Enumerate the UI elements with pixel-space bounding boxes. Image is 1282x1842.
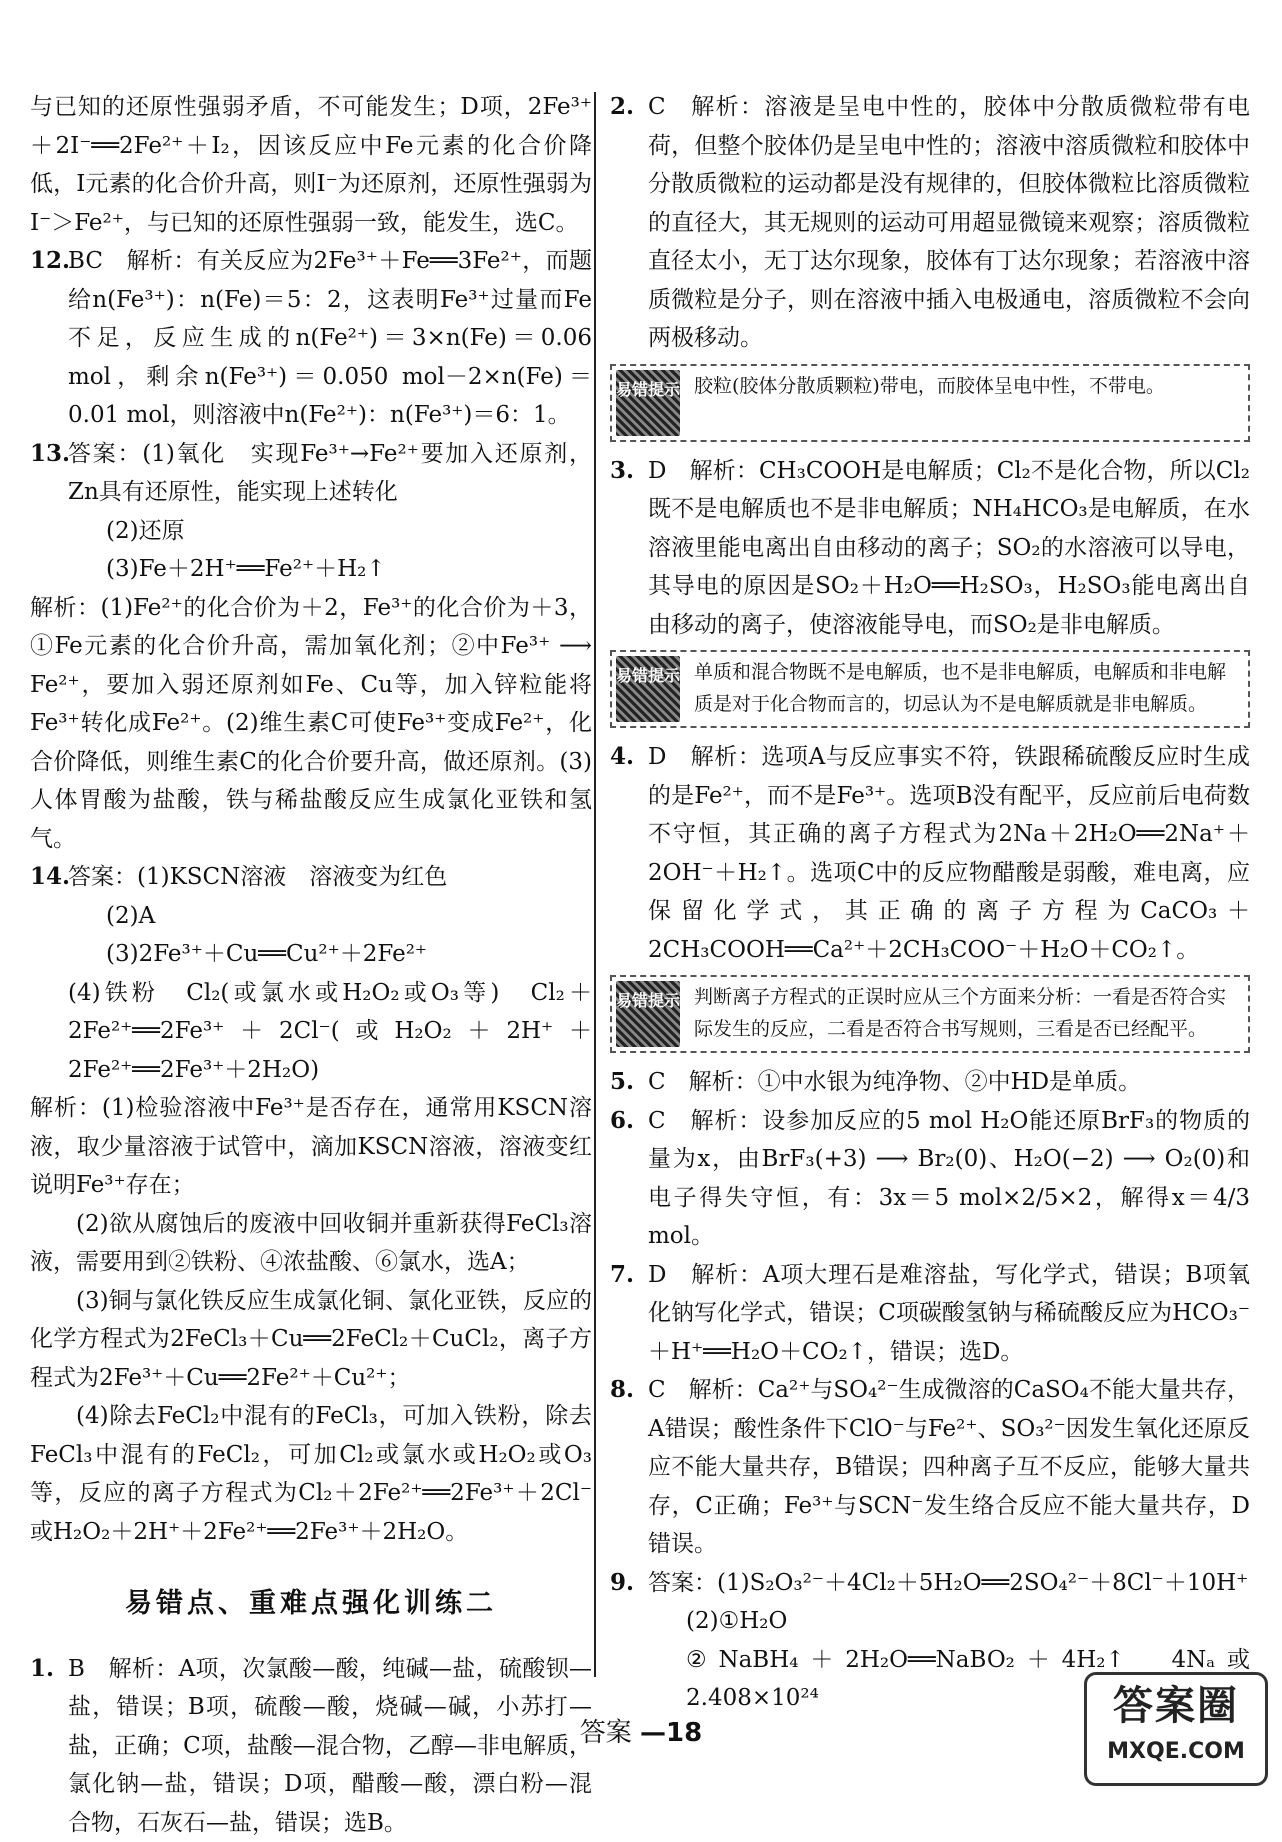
answer-line: (2)A [68,897,592,936]
explanation-14: (3)铜与氯化铁反应生成氯化铜、氯化亚铁，反应的化学方程式为2FeCl₃＋Cu══2FeCl₂＋CuCl₂，离子方程式为2Fe³⁺＋Cu══2Fe²⁺＋Cu²⁺； [30,1282,592,1398]
tip-box [610,650,1250,728]
item-number: 12. [30,242,70,281]
answer-text: B 解析：A项，次氯酸—酸，纯碱—盐，硫酸钡—盐，错误；B项，硫酸—酸，烧碱—碱，小苏打—盐，正确；C项，盐酸—混合物，乙醇—非电解质，氯化钠—盐，错误；D项，醋酸—酸，漂白粉—混合物，石灰石—盐，错误；选B。 [68,1656,592,1836]
item-number: 13. [30,435,70,474]
item-number: 3. [610,452,634,491]
answer-7 [610,1256,1250,1372]
tip-box [610,975,1250,1053]
tip-text: 胶粒(胶体分散质颗粒)带电，而胶体呈电中性，不带电。 [694,375,1165,397]
paragraph-continued: 与已知的还原性强弱矛盾，不可能发生；D项，2Fe³⁺＋2I⁻══2Fe²⁺＋I₂，因该反应中Fe元素的化合价降低，I元素的化合价升高，则I⁻为还原剂，还原性强弱为I⁻＞Fe²⁺，与已知的还原性强弱一致，能发生，选C。 [30,88,592,242]
section-title: 易错点、重难点强化训练二 [30,1585,592,1624]
answer-4 [610,738,1250,969]
footer-label: 答案 [580,1718,632,1748]
answer-line: (4)铁粉 Cl₂(或氯水或H₂O₂或O₃等) Cl₂＋2Fe²⁺══2Fe³⁺＋2Cl⁻(或H₂O₂＋2H⁺＋2Fe²⁺══2Fe³⁺＋2H₂O) [30,974,592,1090]
left-column [30,88,592,1842]
answer-3 [610,452,1250,645]
explanation-14: (2)欲从腐蚀后的废液中回收铜并重新获得FeCl₃溶液，需要用到②铁粉、④浓盐酸、⑥氯水，选A； [30,1205,592,1282]
answer-6 [610,1102,1250,1256]
item-number: 7. [610,1256,634,1295]
answer-line: ②NaBH₄＋2H₂O══NaBO₂＋4H₂↑ 4Nₐ或2.408×10²⁴ [648,1641,1250,1718]
answer-line: 答案：(1)S₂O₃²⁻＋4Cl₂＋5H₂O══2SO₄²⁻＋8Cl⁻＋10H⁺ [648,1564,1250,1603]
answer-text: D 解析：CH₃COOH是电解质；Cl₂不是化合物，所以Cl₂既不是电解质也不是非电解质；NH₄HCO₃是电解质，在水溶液里能电离出自由移动的离子；SO₂的水溶液可以导电，其导电的原因是SO₂＋H₂O══H₂SO₃，H₂SO₃能电离出自由移动的离子，使溶液能导电，而SO₂是非电解质。 [648,458,1250,638]
answer-13 [30,435,592,589]
item-number: 1. [30,1650,54,1689]
watermark-logo [1084,1672,1268,1786]
answer-line: (2)还原 [68,512,592,551]
answer-line: (2)①H₂O [648,1602,1250,1641]
right-column [610,88,1250,1718]
answer-line: (3)2Fe³⁺＋Cu══Cu²⁺＋2Fe²⁺ [68,935,592,974]
answer-5 [610,1063,1250,1102]
tip-badge-label: 易错提示 [616,370,680,400]
answer-text: C 解析：溶液是呈电中性的，胶体中分散质微粒带有电荷，但整个胶体仍是呈电中性的；溶液中溶质微粒和胶体中分散质微粒的运动都是没有规律的，但胶体微粒比溶质微粒的直径大，其无规则的运动可用超显微镜来观察；溶质微粒直径太小，无丁达尔现象，胶体有丁达尔现象；若溶液中溶质微粒是分子，则在溶液中插入电极通电，溶质微粒不会向两极移动。 [648,94,1250,351]
answer-2 [610,88,1250,358]
watermark-title: 答案圈 [1087,1675,1265,1737]
answer-text: BC 解析：有关反应为2Fe³⁺＋Fe══3Fe²⁺，而题给n(Fe³⁺)：n(Fe)＝5：2，这表明Fe³⁺过量而Fe不足，反应生成的n(Fe²⁺)＝3×n(Fe)＝0.06 mol，剩余n(Fe³⁺)＝0.050 mol－2×n(Fe)＝0.01 mol，则溶液中n(Fe²⁺)：n(Fe³⁺)＝6：1。 [68,248,592,428]
answer-8 [610,1371,1250,1564]
tip-badge-label: 易错提示 [616,981,680,1011]
item-number: 14. [30,858,70,897]
answer-text: D 解析：选项A与反应事实不符，铁跟稀硫酸反应时生成的是Fe²⁺，而不是Fe³⁺。选项B没有配平，反应前后电荷数不守恒，其正确的离子方程式为2Na＋2H₂O══2Na⁺＋2OH⁻＋H₂↑。选项C中的反应物醋酸是弱酸，难电离，应保留化学式，其正确的离子方程为CaCO₃＋2CH₃COOH══Ca²⁺＋2CH₃COO⁻＋H₂O＋CO₂↑。 [648,744,1250,963]
tip-badge-label: 易错提示 [616,656,680,686]
answer-line: (3)Fe＋2H⁺══Fe²⁺＋H₂↑ [68,550,592,589]
page-number: —18 [640,1718,702,1748]
tip-text: 判断离子方程式的正误时应从三个方面来分析：一看是否符合实际发生的反应，二看是否符合书写规则，三看是否已经配平。 [694,986,1226,1040]
explanation-14: 解析：(1)检验溶液中Fe³⁺是否存在，通常用KSCN溶液，取少量溶液于试管中，滴加KSCN溶液，溶液变红说明Fe³⁺存在； [30,1089,592,1205]
answer-text: C 解析：①中水银为纯净物、②中HD是单质。 [648,1069,1141,1095]
answer-line: 答案：(1)KSCN溶液 溶液变为红色 [68,858,592,897]
explanation-13: 解析：(1)Fe²⁺的化合价为＋2，Fe³⁺的化合价为＋3，①Fe元素的化合价升高，需加氧化剂；②中Fe³⁺ ⟶ Fe²⁺，要加入弱还原剂如Fe、Cu等，加入锌粒能将Fe³⁺转化成Fe²⁺。(2)维生素C可使Fe³⁺变成Fe²⁺，化合价降低，则维生素C的化合价要升高，做还原剂。(3)人体胃酸为盐酸，铁与稀盐酸反应生成氯化亚铁和氢气。 [30,589,592,859]
answer-12 [30,242,592,435]
tip-text: 单质和混合物既不是电解质，也不是非电解质，电解质和非电解质是对于化合物而言的，切忌认为不是电解质就是非电解质。 [694,661,1226,715]
answer-text: C 解析：Ca²⁺与SO₄²⁻生成微溶的CaSO₄不能大量共存，A错误；酸性条件下ClO⁻与Fe²⁺、SO₃²⁻因发生氧化还原反应不能大量共存，B错误；四种离子互不反应，能够大量共存，C正确；Fe³⁺与SCN⁻发生络合反应不能大量共存，D错误。 [648,1377,1250,1557]
item-number: 4. [610,738,634,777]
explanation-14: (4)除去FeCl₂中混有的FeCl₃，可加入铁粉，除去FeCl₃中混有的FeCl₂，可加Cl₂或氯水或H₂O₂或O₃等，反应的离子方程式为Cl₂＋2Fe²⁺══2Fe³⁺＋2Cl⁻或H₂O₂＋2H⁺＋2Fe²⁺══2Fe³⁺＋2H₂O。 [30,1397,592,1551]
answer-line: 答案：(1)氧化 实现Fe³⁺→Fe²⁺要加入还原剂，Zn具有还原性，能实现上述转化 [68,435,592,512]
answer-text: D 解析：A项大理石是难溶盐，写化学式，错误；B项氧化钠写化学式，错误；C项碳酸氢钠与稀硫酸反应为HCO₃⁻＋H⁺══H₂O＋CO₂↑，错误；选D。 [648,1262,1250,1365]
tip-badge-icon [616,656,680,722]
tip-badge-icon [616,981,680,1047]
answer-14 [30,858,592,974]
tip-box [610,364,1250,442]
item-number: 8. [610,1371,634,1410]
answer-text: C 解析：设参加反应的5 mol H₂O能还原BrF₃的物质的量为x，由BrF₃(+3) ⟶ Br₂(0)、H₂O(−2) ⟶ O₂(0)和电子得失守恒，有：3x＝5 mol×2/5×2，解得x＝4/3 mol。 [648,1108,1250,1250]
column-divider [594,92,596,1677]
item-number: 5. [610,1063,634,1102]
watermark-url: MXQE.COM [1087,1737,1265,1767]
item-number: 6. [610,1102,634,1141]
item-number: 2. [610,88,634,127]
tip-badge-icon [616,370,680,436]
item-number: 9. [610,1564,634,1603]
